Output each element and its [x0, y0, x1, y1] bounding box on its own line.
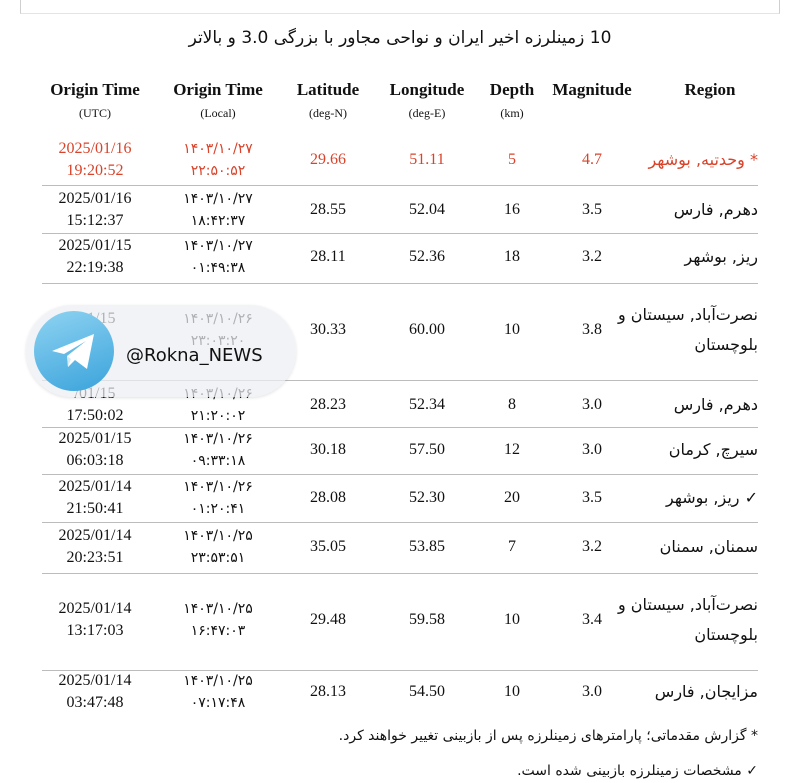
- longitude-cell: 52.04: [409, 201, 445, 218]
- column-header-label: Region: [684, 80, 736, 99]
- watermark: [26, 305, 296, 397]
- magnitude-cell: 3.5: [582, 201, 602, 218]
- column-header: [297, 80, 359, 121]
- magnitude-cell: 3.0: [582, 683, 602, 700]
- row-divider: [42, 233, 758, 234]
- depth-cell: 20: [504, 489, 520, 506]
- column-header-unit: (km): [500, 106, 524, 120]
- longitude-cell: 54.50: [409, 683, 445, 700]
- utc-clock: 22:19:38: [66, 259, 124, 276]
- magnitude-cell: 3.5: [582, 489, 602, 506]
- local-date: ۱۴۰۳/۱۰/۲۷: [183, 238, 253, 254]
- local-date: ۱۴۰۳/۱۰/۲۶: [183, 431, 253, 447]
- column-header-unit: (deg-N): [309, 106, 347, 120]
- magnitude-cell: 3.8: [582, 321, 602, 338]
- magnitude-cell: 3.2: [582, 538, 602, 555]
- local-time-cell: [183, 598, 253, 642]
- region-cell: ✓ ریز, بوشهر: [666, 488, 758, 507]
- column-header: [390, 80, 465, 121]
- region-cell: نصرت‌آباد, سیستان و بلوچستان: [617, 305, 758, 354]
- depth-cell: 8: [508, 396, 516, 413]
- longitude-cell: 52.34: [409, 396, 445, 413]
- utc-date: 2025/01/14: [58, 527, 132, 544]
- longitude-cell: 52.36: [409, 248, 445, 265]
- region-cell: نصرت‌آباد, سیستان و بلوچستان: [617, 595, 758, 644]
- magnitude-cell: 3.2: [582, 248, 602, 265]
- region-cell: ریز, بوشهر: [684, 247, 758, 266]
- region-cell: دهرم, فارس: [673, 200, 758, 219]
- local-clock: ۰۱:۲۰:۴۱: [190, 501, 246, 517]
- utc-time-cell: [59, 670, 132, 714]
- utc-time-cell: [59, 138, 132, 182]
- local-time-cell: [183, 138, 253, 182]
- column-header-unit: (deg-E): [408, 106, 446, 120]
- region-cell: سیرچ, کرمان: [668, 440, 758, 459]
- column-header: [50, 80, 140, 121]
- local-clock: ۲۳:۵۳:۵۱: [190, 550, 246, 566]
- local-date: ۱۴۰۳/۱۰/۲۵: [183, 601, 253, 617]
- longitude-cell: 53.85: [409, 538, 445, 555]
- utc-date: 2025/01/16: [58, 190, 132, 207]
- column-header-label: Magnitude: [552, 80, 632, 99]
- utc-clock: 03:47:48: [66, 694, 124, 711]
- depth-cell: 5: [508, 151, 516, 168]
- row-divider: [42, 427, 758, 428]
- region-cell: * وحدتیه, بوشهر: [648, 150, 758, 169]
- utc-clock: 06:03:18: [66, 452, 124, 469]
- longitude-cell: 51.11: [409, 151, 445, 168]
- utc-date: 2025/01/15: [58, 430, 132, 447]
- utc-time-cell: [59, 476, 132, 520]
- row-divider: [42, 283, 758, 284]
- utc-clock: 20:23:51: [66, 549, 124, 566]
- utc-date: 2025/01/14: [58, 478, 132, 495]
- depth-cell: 7: [508, 538, 516, 555]
- depth-cell: 18: [504, 248, 520, 265]
- local-time-cell: [183, 188, 253, 232]
- local-time-cell: [183, 670, 253, 714]
- utc-clock: 17:50:02: [66, 407, 124, 424]
- local-time-cell: [183, 476, 253, 520]
- latitude-cell: 29.66: [310, 151, 346, 168]
- longitude-cell: 59.58: [409, 611, 445, 628]
- row-divider: [42, 670, 758, 671]
- magnitude-cell: 4.7: [582, 151, 602, 168]
- utc-clock: 19:20:52: [66, 162, 124, 179]
- depth-cell: 10: [504, 611, 520, 628]
- column-header-unit: (UTC): [78, 106, 111, 120]
- page-title: 10 زمینلرزه اخیر ایران و نواحی مجاور با بزرگی 3.0 و بالاتر: [188, 28, 612, 48]
- local-clock: ۰۱:۴۹:۳۸: [190, 260, 246, 276]
- column-header: [685, 80, 736, 100]
- local-clock: ۲۱:۲۰:۰۲: [190, 408, 246, 424]
- local-time-cell: [183, 525, 253, 569]
- latitude-cell: 35.05: [310, 538, 346, 555]
- utc-time-cell: [59, 598, 132, 642]
- column-header: [490, 80, 534, 121]
- local-date: ۱۴۰۳/۱۰/۲۵: [183, 528, 253, 544]
- column-header-label: Latitude: [296, 80, 360, 99]
- note-reviewed: ✓ مشخصات زمینلرزه بازبینی شده است.: [517, 763, 758, 779]
- utc-clock: 13:17:03: [66, 622, 124, 639]
- local-time-cell: [183, 428, 253, 472]
- row-divider: [42, 474, 758, 475]
- latitude-cell: 30.33: [310, 321, 346, 338]
- utc-time-cell: [59, 188, 132, 232]
- column-header: [552, 80, 631, 100]
- latitude-cell: 28.23: [310, 396, 346, 413]
- longitude-cell: 52.30: [409, 489, 445, 506]
- utc-date: 2025/01/16: [58, 140, 132, 157]
- depth-cell: 10: [504, 683, 520, 700]
- local-clock: ۱۸:۴۲:۳۷: [190, 213, 246, 229]
- column-header-label: Origin Time: [173, 80, 263, 99]
- column-header-unit: (Local): [200, 106, 236, 120]
- watermark-text: @Rokna_NEWS: [126, 345, 263, 366]
- utc-time-cell: [59, 525, 132, 569]
- local-clock: ۱۶:۴۷:۰۳: [190, 623, 246, 639]
- magnitude-cell: 3.0: [582, 396, 602, 413]
- local-clock: ۰۷:۱۷:۴۸: [190, 695, 246, 711]
- latitude-cell: 28.11: [310, 248, 346, 265]
- region-cell: سمنان, سمنان: [659, 537, 758, 556]
- utc-date: 2025/01/14: [58, 600, 132, 617]
- region-cell: مزایجان, فارس: [654, 682, 758, 701]
- column-header-label: Longitude: [389, 80, 465, 99]
- local-clock: ۰۹:۳۳:۱۸: [190, 453, 246, 469]
- utc-date: 2025/01/15: [58, 237, 132, 254]
- row-divider: [42, 522, 758, 523]
- utc-time-cell: [59, 235, 132, 279]
- local-time-cell: [183, 235, 253, 279]
- latitude-cell: 28.55: [310, 201, 346, 218]
- column-header-label: Depth: [489, 80, 535, 99]
- column-header-label: Origin Time: [50, 80, 140, 99]
- longitude-cell: 60.00: [409, 321, 445, 338]
- local-date: ۱۴۰۳/۱۰/۲۵: [183, 673, 253, 689]
- latitude-cell: 29.48: [310, 611, 346, 628]
- row-divider: [42, 185, 758, 186]
- column-header: [173, 80, 263, 121]
- latitude-cell: 30.18: [310, 441, 346, 458]
- depth-cell: 10: [504, 321, 520, 338]
- latitude-cell: 28.08: [310, 489, 346, 506]
- top-frame: [20, 0, 780, 14]
- utc-date: 2025/01/14: [58, 672, 132, 689]
- utc-clock: 15:12:37: [66, 212, 124, 229]
- magnitude-cell: 3.0: [582, 441, 602, 458]
- local-date: ۱۴۰۳/۱۰/۲۷: [183, 141, 253, 157]
- longitude-cell: 57.50: [409, 441, 445, 458]
- note-preliminary: * گزارش مقدماتی؛ پارامترهای زمینلرزه پس از بازبینی تغییر خواهند کرد.: [338, 728, 758, 744]
- utc-time-cell: [59, 428, 132, 472]
- magnitude-cell: 3.4: [582, 611, 602, 628]
- local-date: ۱۴۰۳/۱۰/۲۷: [183, 191, 253, 207]
- local-date: ۱۴۰۳/۱۰/۲۶: [183, 479, 253, 495]
- depth-cell: 12: [504, 441, 520, 458]
- region-cell: دهرم, فارس: [673, 395, 758, 414]
- telegram-icon: [34, 311, 114, 391]
- latitude-cell: 28.13: [310, 683, 346, 700]
- local-clock: ۲۲:۵۰:۵۲: [190, 163, 246, 179]
- depth-cell: 16: [504, 201, 520, 218]
- utc-clock: 21:50:41: [66, 500, 124, 517]
- row-divider: [42, 573, 758, 574]
